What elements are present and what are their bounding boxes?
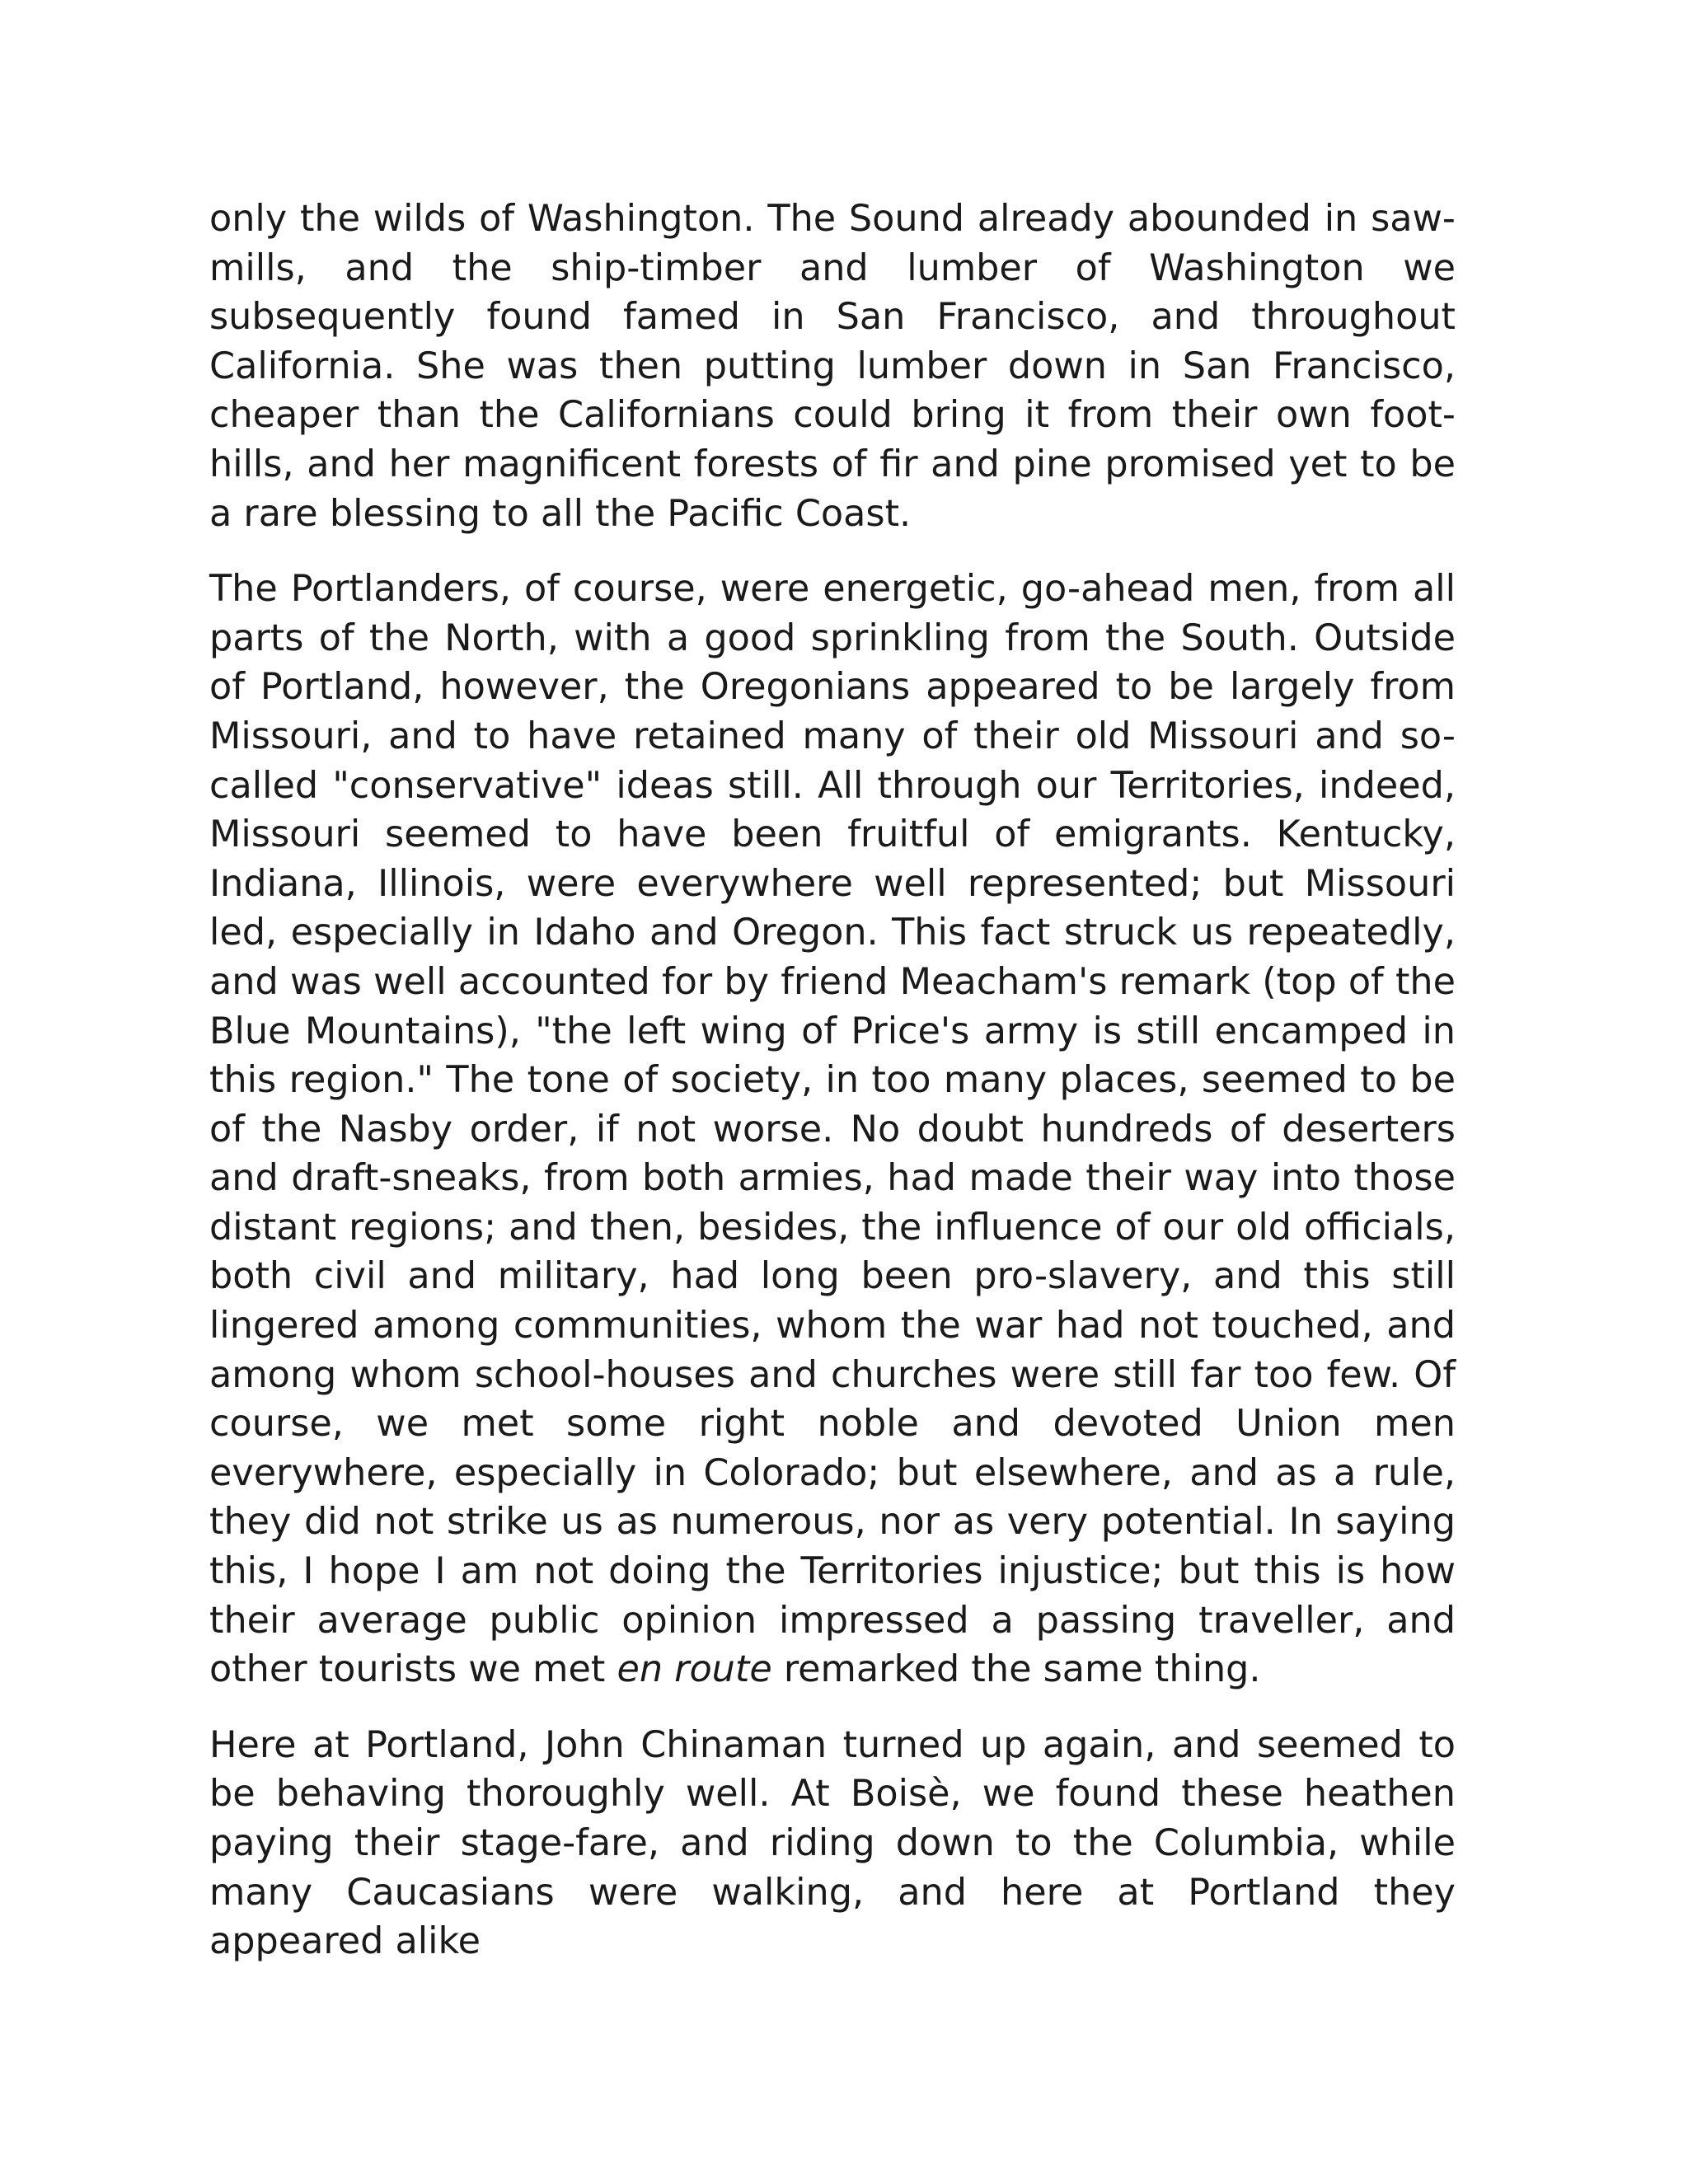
paragraph-portlanders [209,565,1456,1694]
page-body [209,194,1456,1966]
paragraph-portlanders-text: The Portlanders, of course, were energetic, go-ahead men, from all parts of the North, with a good sprinkling from the South. Outside of Portland, however, the Oregonians appeared to be largely from Missouri, and to have retained many of their old Missouri and so-called "conservative" ideas still. All through our Territories, indeed, Missouri seemed to have been fruitful of emigrants. Kentucky, Indiana, Illinois, were everywhere well represented; but Missouri led, especially in Idaho and Oregon. This fact struck us repeatedly, and was well accounted for by friend Meacham's remark (top of the Blue Mountains), "the left wing of Price's army is still encamped in this region." The tone of society, in too many places, seemed to be of the Nasby order, if not worse. No doubt hundreds of deserters and draft-sneaks, from both armies, had made their way into those distant regions; and then, besides, the influence of our old officials, both civil and military, had long been pro-slavery, and this still lingered among communities, whom the war had not touched, and among whom school-houses and churches were still far too few. Of course, we met some right noble and devoted Union men everywhere, especially in Colorado; but elsewhere, and as a rule, they did not strike us as numerous, nor as very potential. In saying this, I hope I am not doing the Territories injustice; but this is how their average public opinion impressed a passing traveller, and other tourists we met [209,568,1456,1691]
paragraph-john-chinaman: Here at Portland, John Chinaman turned up again, and seemed to be behaving thoroughly well. At Boisè, we found these heathen paying their stage-fare, and riding down to the Columbia, while many Caucasians were walking, and here at Portland they appeared alike [209,1723,1456,1963]
paragraph-portlanders-ending: remarked the same thing. [771,1648,1261,1691]
paragraph-washington-lumber: only the wilds of Washington. The Sound already abounded in saw-mills, and the ship-timber and lumber of Washington we subsequently found famed in San Francisco, and throughout California. She was then putting lumber down in San Francisco, cheaper than the Californians could bring it from their own foot-hills, and her magnificent forests of fir and pine promised yet to be a rare blessing to all the Pacific Coast. [209,198,1456,535]
italic-en-route: en route [617,1648,772,1691]
